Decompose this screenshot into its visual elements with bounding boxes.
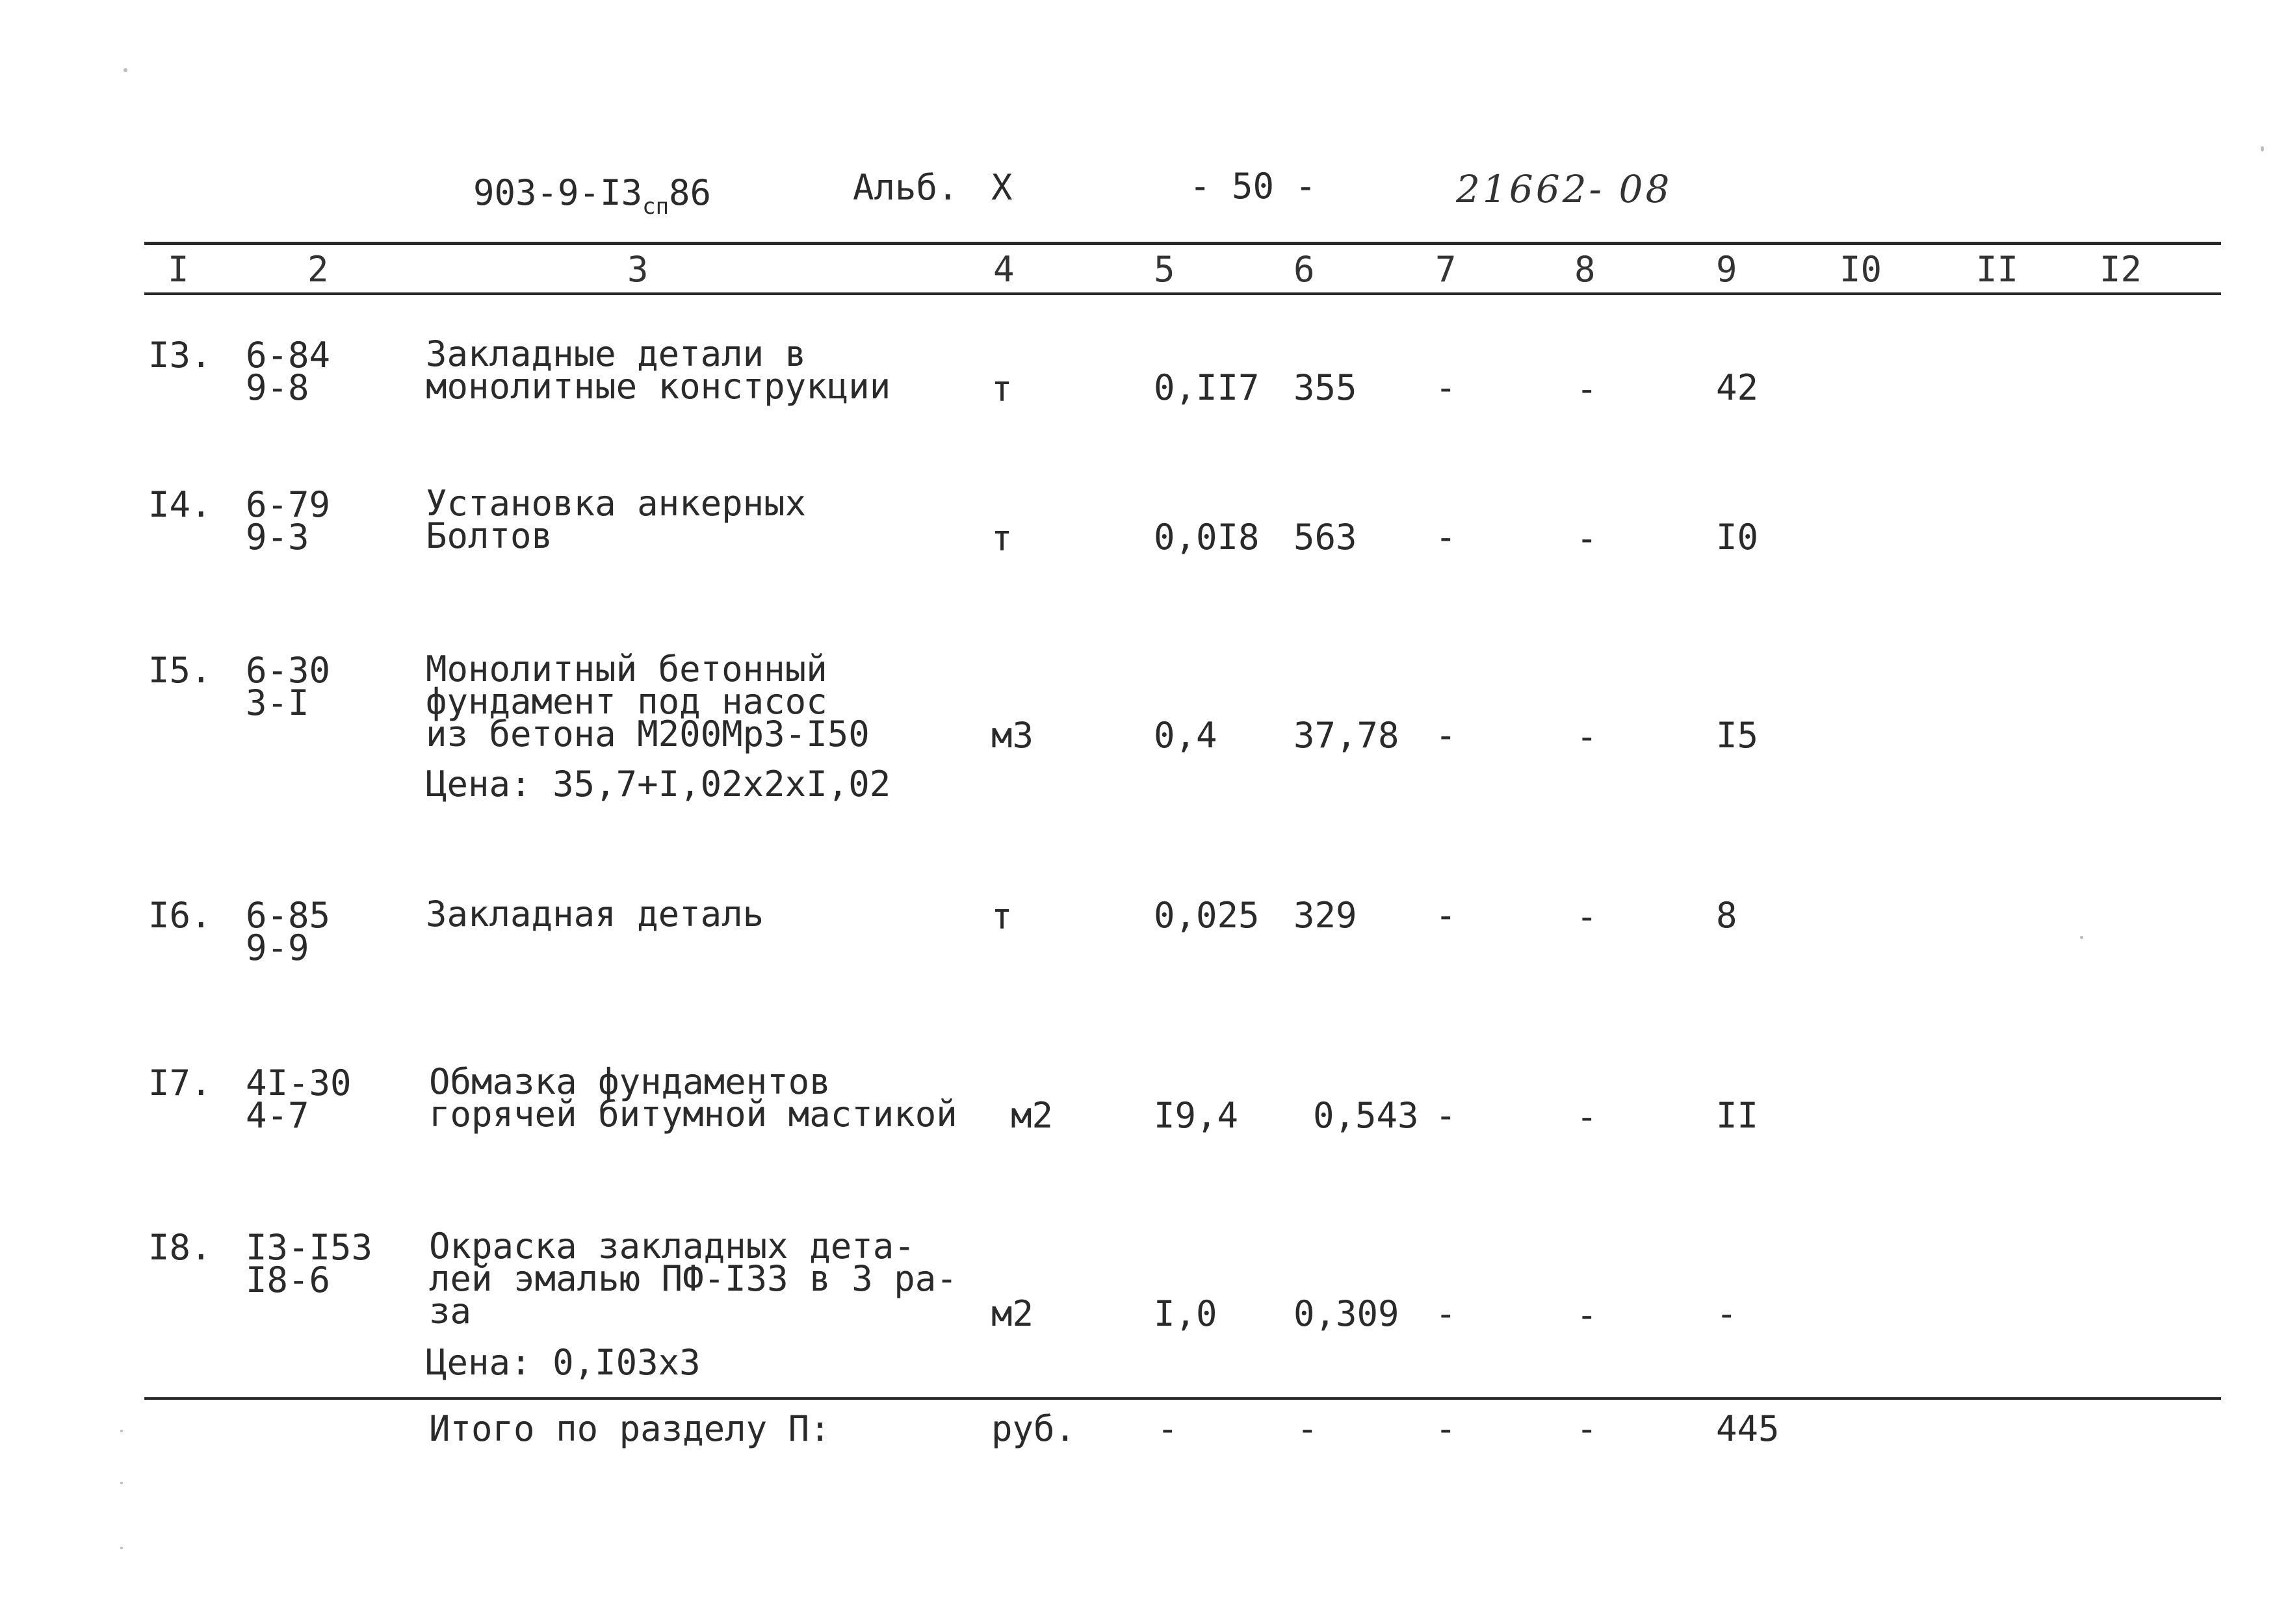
row-number: I5. [148, 650, 212, 691]
rate-code-bottom: 9-3 [246, 517, 309, 558]
rate-code-top: 6-30 [246, 650, 331, 691]
page-number: - 50 - [1190, 166, 1317, 207]
scan-speck [120, 1430, 123, 1432]
quantity: I9,4 [1154, 1095, 1239, 1136]
row-number: I3. [148, 335, 212, 376]
rate-code-bottom: 4-7 [246, 1095, 309, 1136]
column-number: I2 [2100, 249, 2142, 290]
header-bottom-rule [144, 292, 2221, 295]
document-code-subscript: сп [642, 194, 670, 220]
row-number: I8. [148, 1227, 212, 1268]
rate-code-top: 6-84 [246, 335, 331, 376]
unit: м2 [991, 1293, 1034, 1334]
scan-speck [2080, 936, 2083, 939]
work-description: Монолитный бетонный фундамент под насос из бетона М200Мр3-I50 [426, 649, 870, 754]
total-column-6: - [1297, 1408, 1318, 1449]
unit-price: 563 [1294, 517, 1357, 558]
rate-code-bottom: I8-6 [246, 1259, 331, 1300]
unit-price: 0,543 [1313, 1095, 1419, 1136]
row-number: I4. [148, 484, 212, 525]
scan-speck [120, 1482, 123, 1484]
column-number: 8 [1574, 249, 1596, 290]
rate-code-bottom: 9-9 [246, 927, 309, 968]
column-8-value: - [1576, 716, 1598, 757]
unit-price: 0,309 [1294, 1293, 1399, 1334]
rate-code-top: 6-85 [246, 895, 331, 936]
document-code-prefix: 903-9-I3 [473, 172, 643, 213]
work-description: Закладная деталь [426, 894, 764, 934]
quantity: 0,025 [1154, 895, 1260, 936]
column-number: I0 [1840, 249, 1882, 290]
column-9-value: 42 [1716, 367, 1759, 408]
rate-code-top: 4I-30 [246, 1063, 352, 1103]
unit: т [991, 518, 1013, 559]
column-number: I [168, 249, 189, 290]
column-7-value: - [1435, 1095, 1457, 1136]
price-note: Цена: 35,7+I,02х2хI,02 [426, 764, 891, 805]
column-8-value: - [1576, 518, 1598, 559]
column-number: 9 [1716, 249, 1737, 290]
quantity: I,0 [1154, 1293, 1217, 1334]
scan-speck [120, 1547, 123, 1549]
column-number: 7 [1435, 249, 1457, 290]
rate-code-bottom: 9-8 [246, 367, 309, 408]
column-8-value: - [1576, 1096, 1598, 1137]
scan-speck [124, 68, 127, 72]
rate-code-top: 6-79 [246, 484, 331, 525]
total-label: Итого по разделу П: [429, 1408, 831, 1449]
unit-price: 37,78 [1294, 715, 1399, 756]
column-7-value: - [1435, 517, 1457, 558]
column-9-value: I5 [1716, 715, 1759, 756]
unit: м3 [991, 715, 1034, 756]
column-number: II [1976, 249, 2019, 290]
unit-price: 355 [1294, 367, 1357, 408]
album-label: Альб. [853, 167, 959, 208]
work-description: Обмазка фундаментов горячей битумной мастикой [429, 1061, 957, 1135]
total-value: 445 [1716, 1408, 1780, 1449]
column-7-value: - [1435, 1293, 1457, 1334]
work-description: Установка анкерных Болтов [426, 483, 807, 556]
column-7-value: - [1435, 895, 1457, 936]
unit: м2 [1011, 1095, 1054, 1136]
rate-code-top: I3-I53 [246, 1227, 373, 1268]
total-unit: руб. [991, 1408, 1076, 1449]
quantity: 0,4 [1154, 715, 1217, 756]
quantity: 0,II7 [1154, 367, 1260, 408]
unit: т [991, 368, 1013, 409]
row-number: I6. [148, 895, 212, 936]
column-8-value: - [1576, 896, 1598, 937]
scan-speck [2261, 146, 2264, 151]
header-top-rule [144, 242, 2221, 245]
total-column-5: - [1157, 1408, 1178, 1449]
column-8-value: - [1576, 1295, 1598, 1335]
document-code-suffix: 86 [669, 172, 712, 213]
column-9-value: I0 [1716, 517, 1759, 558]
column-9-value: - [1716, 1293, 1737, 1334]
row-number: I7. [148, 1063, 212, 1103]
unit-price: 329 [1294, 895, 1357, 936]
total-rule [144, 1397, 2221, 1400]
serial-number: 21662- 08 [1456, 167, 1672, 211]
column-number: 5 [1154, 249, 1175, 290]
price-note: Цена: 0,I03х3 [426, 1342, 701, 1383]
total-column-7: - [1435, 1408, 1457, 1449]
column-number: 4 [993, 249, 1015, 290]
total-column-8: - [1576, 1408, 1598, 1449]
column-number: 3 [627, 249, 649, 290]
unit: т [991, 896, 1013, 937]
rate-code-bottom: 3-I [246, 682, 309, 723]
column-number: 2 [307, 249, 329, 290]
column-7-value: - [1435, 715, 1457, 756]
album-number: X [991, 167, 1013, 208]
column-7-value: - [1435, 367, 1457, 408]
column-9-value: 8 [1716, 895, 1737, 936]
work-description: Закладные детали в монолитные конструкции [426, 333, 891, 407]
document-code [473, 172, 712, 220]
work-description: Окраска закладных дета- лей эмалью ПФ-I33 в 3 ра- за [429, 1226, 957, 1332]
column-8-value: - [1576, 368, 1598, 409]
column-number: 6 [1294, 249, 1315, 290]
quantity: 0,0I8 [1154, 517, 1260, 558]
column-9-value: II [1716, 1095, 1759, 1136]
